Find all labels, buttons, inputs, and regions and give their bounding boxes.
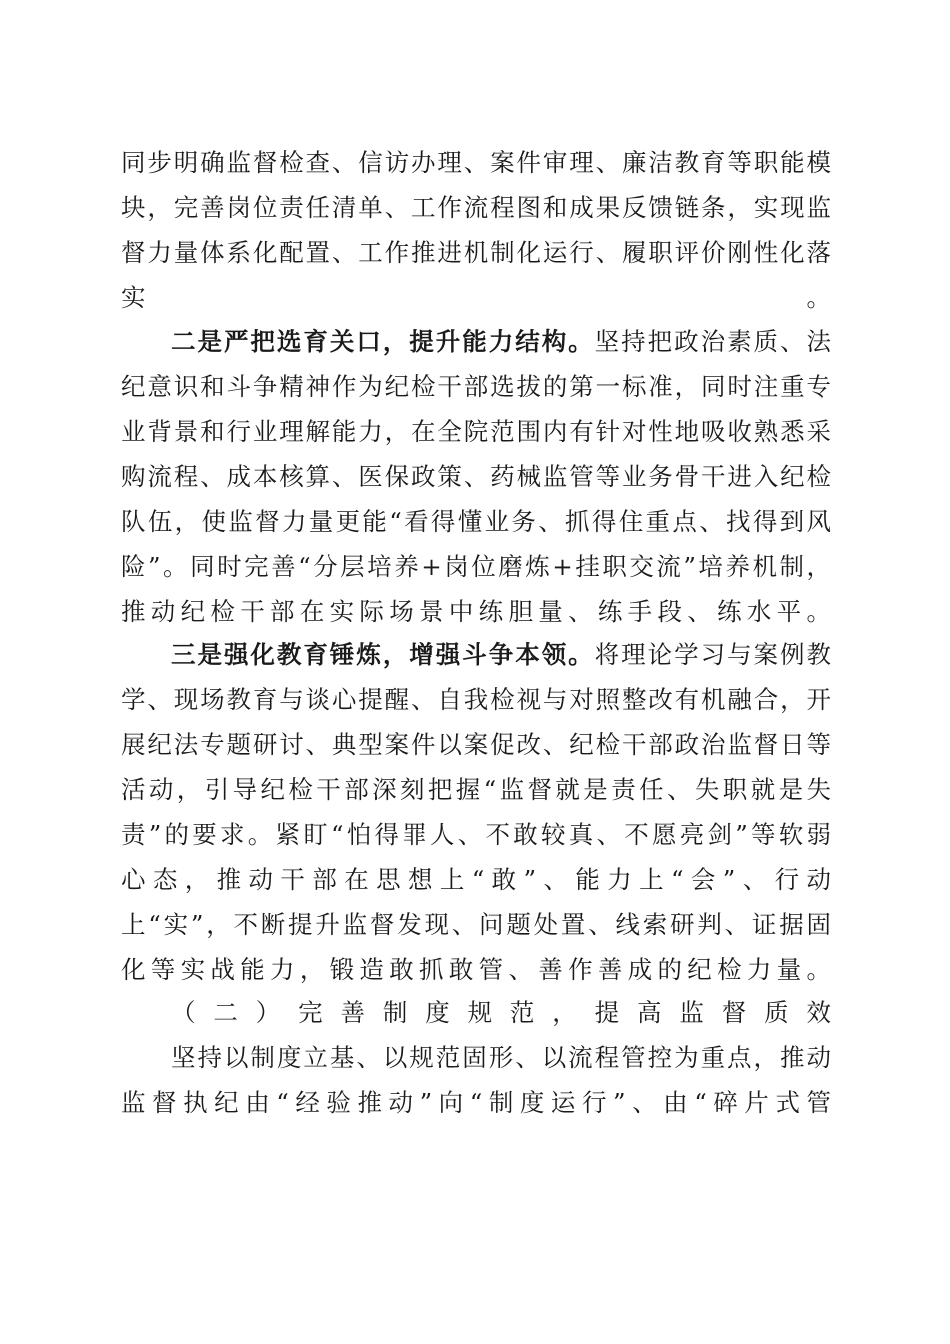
section-heading bbox=[121, 990, 831, 1035]
line-text: 学、现场教育与谈心提醒、自我检视与对照整改有机融合，开 bbox=[121, 685, 833, 714]
text-line bbox=[121, 364, 831, 409]
text-line bbox=[121, 319, 831, 364]
line-text: 督力量体系化配置、工作推进机制化运行、履职评价刚性化落 bbox=[121, 238, 833, 267]
text-line bbox=[121, 947, 831, 992]
text-line bbox=[121, 722, 831, 767]
paragraph-4 bbox=[121, 1035, 838, 1125]
text-line bbox=[121, 230, 831, 275]
heading-text: （二）完善制度规范，提高监督质效 bbox=[171, 998, 831, 1027]
line-text: 队伍，使监督力量更能“看得懂业务、抓得住重点、找得到风 bbox=[121, 507, 834, 536]
text-line bbox=[121, 632, 831, 677]
line-text: 实。 bbox=[121, 283, 831, 312]
text-line bbox=[121, 902, 834, 947]
paragraph-2 bbox=[121, 319, 834, 634]
line-text: 推动纪检干部在实际场景中练胆量、练手段、练水平。 bbox=[121, 597, 831, 626]
text-line bbox=[121, 454, 831, 499]
paragraph-1 bbox=[121, 140, 831, 320]
line-text: 坚持以制度立基、以规范固形、以流程管控为重点，推动 bbox=[171, 1043, 833, 1072]
line-text: 上“实”，不断提升监督发现、问题处置、线索研判、证据固 bbox=[121, 910, 834, 939]
text-line bbox=[121, 544, 834, 589]
paragraph-3 bbox=[121, 632, 839, 992]
text-line bbox=[121, 1035, 831, 1080]
line-text: 纪意识和斗争精神作为纪检干部选拔的第一标准，同时注重专 bbox=[121, 372, 833, 401]
text-line bbox=[121, 857, 839, 902]
line-text: 监督执纪由“经验推动”向“制度运行”、由“碎片式管 bbox=[121, 1088, 838, 1117]
text-line bbox=[121, 275, 831, 320]
line-text: 心态，推动干部在思想上“敢”、能力上“会”、行动 bbox=[121, 865, 839, 894]
line-text: 险”。同时完善“分层培养+岗位磨炼+挂职交流”培养机制， bbox=[121, 552, 834, 581]
text-line bbox=[121, 812, 835, 857]
text-line bbox=[121, 185, 831, 230]
text-line bbox=[121, 409, 831, 454]
paragraph-lead: 二是严把选育关口，提升能力结构。 bbox=[171, 327, 595, 356]
text-line bbox=[121, 767, 835, 812]
text-line bbox=[121, 589, 831, 634]
line-text: 将理论学习与案例教 bbox=[594, 640, 833, 669]
line-text: 块，完善岗位责任清单、工作流程图和成果反馈链条，实现监 bbox=[121, 193, 833, 222]
line-text: 活动，引导纪检干部深刻把握“监督就是责任、失职就是失 bbox=[121, 775, 835, 804]
text-line bbox=[121, 677, 831, 722]
text-line bbox=[121, 1080, 838, 1125]
line-text: 责”的要求。紧盯“怕得罪人、不敢较真、不愿亮剑”等软弱 bbox=[121, 820, 835, 849]
line-text: 购流程、成本核算、医保政策、药械监管等业务骨干进入纪检 bbox=[121, 462, 833, 491]
line-text: 业背景和行业理解能力，在全院范围内有针对性地吸收熟悉采 bbox=[121, 417, 833, 446]
line-text: 化等实战能力，锻造敢抓敢管、善作善成的纪检力量。 bbox=[121, 955, 831, 984]
text-line bbox=[121, 499, 834, 544]
paragraph-lead: 三是强化教育锤炼，增强斗争本领。 bbox=[171, 640, 595, 669]
line-text: 同步明确监督检查、信访办理、案件审理、廉洁教育等职能模 bbox=[121, 148, 833, 177]
text-line bbox=[121, 140, 831, 185]
line-text: 坚持把政治素质、法 bbox=[594, 327, 833, 356]
line-text: 展纪法专题研讨、典型案件以案促改、纪检干部政治监督日等 bbox=[121, 730, 833, 759]
